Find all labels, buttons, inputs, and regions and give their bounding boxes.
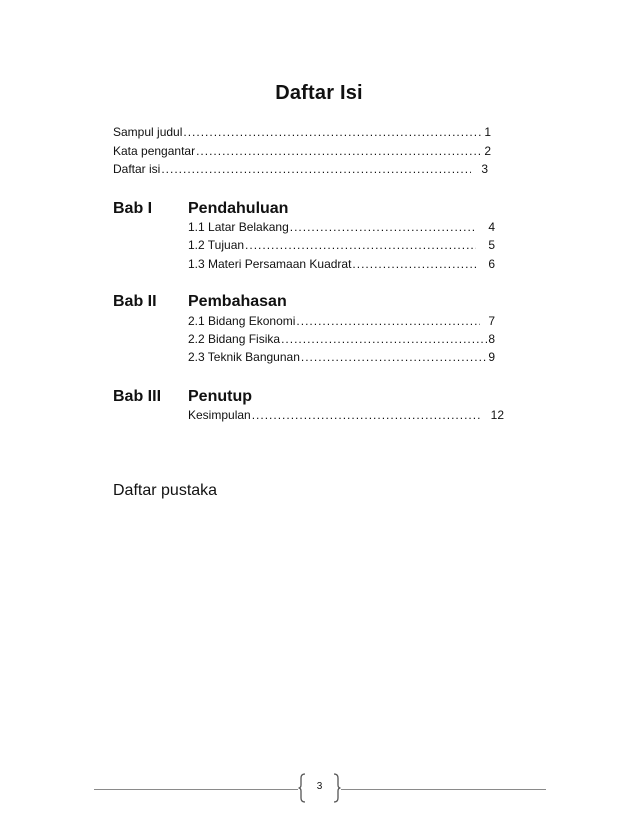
toc-entry-2-1 (188, 313, 495, 329)
dot-leader (196, 143, 483, 159)
toc-entry-daftar-isi (113, 161, 488, 177)
dot-leader (290, 219, 477, 235)
toc-entry-page: 7 (488, 314, 495, 328)
right-brace-icon (333, 773, 341, 803)
dot-leader (301, 349, 487, 365)
toc-entry-page: 5 (488, 238, 495, 252)
footer-rule-right (341, 789, 546, 790)
page-title: Daftar Isi (275, 82, 363, 104)
dot-leader (252, 407, 481, 423)
left-brace-icon (298, 773, 306, 803)
toc-entry-2-3 (188, 349, 495, 365)
toc-entry-kesimpulan (188, 407, 504, 423)
dot-leader (281, 331, 487, 347)
chapter-title: Pembahasan (188, 293, 287, 310)
footer-rule-left (94, 789, 298, 790)
toc-entry-page: 8 (488, 332, 495, 346)
footer-page-number: 3 (316, 781, 323, 792)
chapter-number: Bab I (113, 200, 153, 217)
toc-entry-1-1 (188, 219, 495, 235)
chapter-title: Pendahuluan (188, 200, 289, 217)
toc-entry-label: 1.1 Latar Belakang (188, 220, 289, 234)
toc-entry-2-2 (188, 331, 495, 347)
dot-leader (352, 256, 476, 272)
toc-entry-label: Kesimpulan (188, 408, 251, 422)
toc-entry-page: 3 (481, 162, 488, 176)
chapter-number: Bab II (113, 293, 157, 310)
toc-entry-1-3 (188, 256, 495, 272)
toc-entry-page: 1 (484, 125, 491, 139)
toc-entry-page: 6 (488, 257, 495, 271)
toc-entry-page: 12 (490, 408, 504, 422)
toc-entry-label: Sampul judul (113, 125, 183, 139)
toc-entry-sampul-judul (113, 124, 491, 140)
chapter-number: Bab III (113, 388, 162, 405)
dot-leader (161, 161, 471, 177)
toc-entry-label: Daftar isi (113, 162, 161, 176)
toc-entry-1-2 (188, 237, 495, 253)
toc-entry-label: 2.3 Teknik Bangunan (188, 350, 300, 364)
toc-entry-label: Kata pengantar (113, 144, 196, 158)
toc-entry-page: 2 (484, 144, 491, 158)
chapter-title: Penutup (188, 388, 252, 405)
toc-entry-kata-pengantar (113, 143, 491, 159)
dot-leader (296, 313, 480, 329)
dot-leader (245, 237, 476, 253)
bibliography-heading: Daftar pustaka (113, 482, 218, 499)
dot-leader (183, 124, 483, 140)
toc-entry-page: 4 (488, 220, 495, 234)
toc-entry-page: 9 (488, 350, 495, 364)
toc-entry-label: 2.1 Bidang Ekonomi (188, 314, 296, 328)
toc-entry-label: 1.3 Materi Persamaan Kuadrat (188, 257, 352, 271)
toc-entry-label: 2.2 Bidang Fisika (188, 332, 281, 346)
toc-entry-label: 1.2 Tujuan (188, 238, 245, 252)
